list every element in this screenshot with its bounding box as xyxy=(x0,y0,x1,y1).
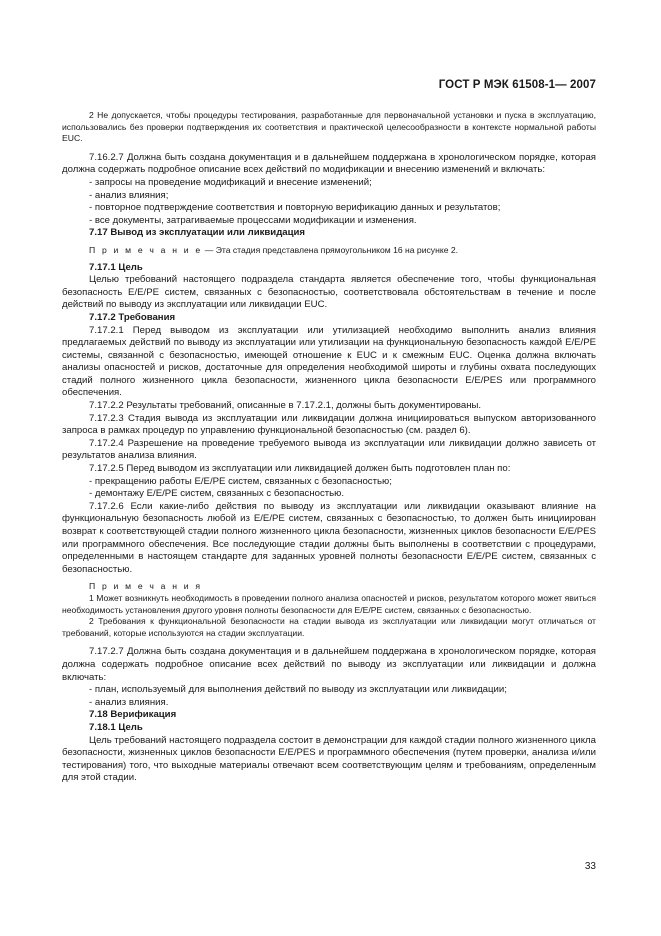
list-item: - план, используемый для выполнения действий по выводу из эксплуатации или ликвидации; xyxy=(89,684,507,696)
clause-7-17-2-6: 7.17.2.6 Если какие-либо действия по выводу из эксплуатации или ликвидации оказывают влияние на функциональную безопасность любой из E/E/PE систем, связанных с безопасностью, то должен быть инициирован возврат к соответствующей стадии полного жизненного цикла безопасности, жизненных циклов безопасности E/E/PES или программного обеспечения. Все последующие стадии должны быть выполнены в соответствии с процедурами, определенными в настоящем стандарте для заданных уровней полноты безопасности E/E/PE систем, связанных с безопасностью. xyxy=(62,500,596,575)
heading-7-18-1: 7.18.1 Цель xyxy=(89,721,143,733)
list-item: - все документы, затрагиваемые процессами модификации и изменения. xyxy=(89,214,417,226)
note-label: П р и м е ч а н и е xyxy=(89,244,203,255)
clause-7-17-1: Целью требований настоящего подраздела стандарта является обеспечение того, чтобы функциональная безопасность E/E/PE систем, связанных с безопасностью, соответствовала обстоятельствам в течение и после действий по выводу из эксплуатации или ликвидации EUC. xyxy=(62,274,596,311)
clause-7-17-2-7: 7.17.2.7 Должна быть создана документация и в дальнейшем поддержана в хронологическом порядке, которая должна содержать подробное описание всех действий по выводу из эксплуатации или ликвидации и должна включать: xyxy=(62,646,596,683)
page-content xyxy=(62,110,596,785)
clause-7-18-1: Цель требований настоящего подраздела состоит в демонстрации для каждой стадии полного жизненного цикла безопасности, жизненных циклов безопасности E/E/PES и программного обеспечения (путем проверки, анализа и/или тестирования) того, что выходные материалы отвечают всем соответствующим целям и требованиям, определенным для этой стадии. xyxy=(62,734,596,784)
notes-label: П р и м е ч а н и я xyxy=(89,581,203,592)
heading-7-17-1: 7.17.1 Цель xyxy=(89,261,143,273)
section-heading-7-17: 7.17 Вывод из эксплуатации или ликвидация xyxy=(89,227,306,239)
note-paragraph: 1 Может возникнуть необходимость в проведении полного анализа опасностей и рисков, результатом которого может явиться необходимость установления другого уровня полноты безопасности для E/E/PE систем, связанных с безопасностью. xyxy=(62,592,596,615)
list-item: - демонтажу E/E/PE систем, связанных с безопасностью. xyxy=(89,488,345,500)
clause-7-17-2-3: 7.17.2.3 Стадия вывода из эксплуатации или ликвидации должна инициироваться выпуском авторизованного запроса в рамках процедур по управлению функциональной безопасностью (см. раздел 6). xyxy=(62,412,596,437)
note-paragraph: 2 Требования к функциональной безопасности на стадии вывода из эксплуатации или ликвидации могут отличаться от требований, которые используются на стадии эксплуатации. xyxy=(62,616,596,638)
standard-header: ГОСТ Р МЭК 61508-1— 2007 xyxy=(438,79,596,91)
clause-7-16-2-7: 7.16.2.7 Должна быть создана документация и в дальнейшем поддержана в хронологическом порядке, которая должна содержать подробное описание всех действий по модификации и внесению изменений и включать: xyxy=(62,151,596,176)
list-item: - запросы на проведение модификаций и внесение изменений; xyxy=(89,176,372,188)
list-item: - анализ влияния; xyxy=(89,189,169,201)
note-7-17 xyxy=(62,245,596,257)
section-heading-7-18: 7.18 Верификация xyxy=(89,709,177,721)
clause-7-17-2-5: 7.17.2.5 Перед выводом из эксплуатации или ликвидацией должен быть подготовлен план по: xyxy=(89,463,511,475)
list-item: - прекращению работы E/E/PE систем, связанных с безопасностью; xyxy=(89,475,392,487)
page-number: 33 xyxy=(584,861,596,872)
clause-7-17-2-2: 7.17.2.2 Результаты требований, описанные в 7.17.2.1, должны быть документированы. xyxy=(89,400,482,412)
list-item: - повторное подтверждение соответствия и повторную верификацию данных и результатов; xyxy=(89,202,501,214)
list-item: - анализ влияния. xyxy=(89,696,169,708)
note-text: — Эта стадия представлена прямоугольником 16 на рисунке 2. xyxy=(202,244,459,255)
heading-7-17-2: 7.17.2 Требования xyxy=(89,311,176,323)
clause-7-17-2-1: 7.17.2.1 Перед выводом из эксплуатации или утилизацией необходимо выполнить анализ влияния предлагаемых действий по выводу из эксплуатации или утилизации на функциональную безопасность каждой E/E/PE системы, связанной с безопасностью, имеющей отношение к EUC и к смежным EUC. Оценка должна включать анализы опасностей и рисков, достаточные для определения необходимой широты и глубины охвата последующих стадий полного жизненного цикла безопасности, жизненного цикла безопасности E/E/PES или программного обеспечения. xyxy=(62,324,596,399)
clause-7-17-2-4: 7.17.2.4 Разрешение на проведение требуемого вывода из эксплуатации или ликвидации должно зависеть от результатов анализа влияния. xyxy=(62,437,596,462)
note-paragraph: 2 Не допускается, чтобы процедуры тестирования, разработанные для первоначальной установки и пуска в эксплуатацию, использовались без проверки подтверждения их соответствия и практической целесообразности в контексте нормальной работы EUC. xyxy=(62,110,596,144)
